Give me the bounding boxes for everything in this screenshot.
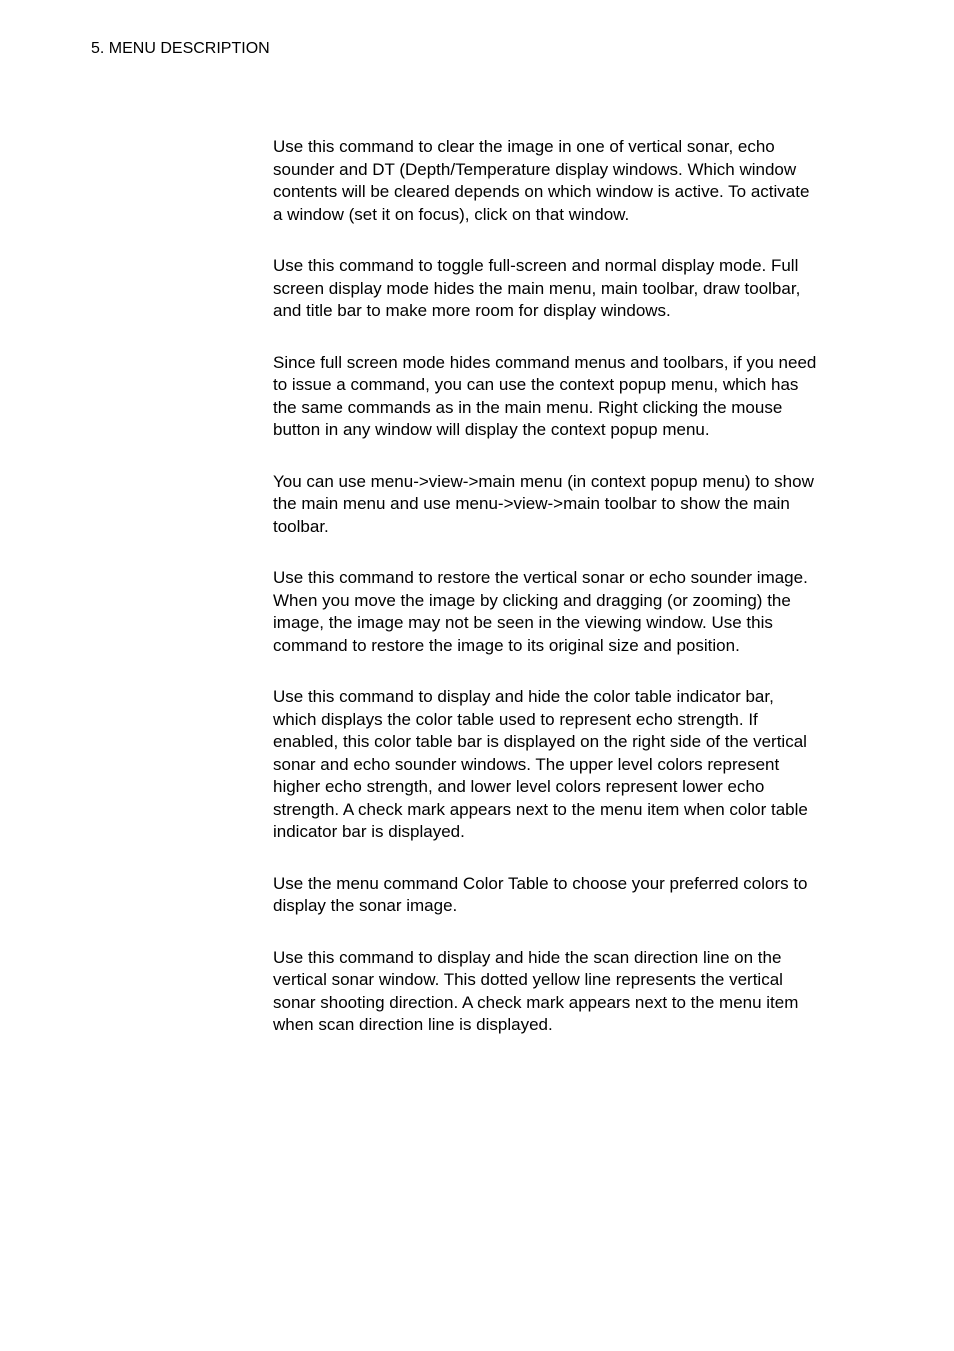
paragraph-restore-image — [273, 567, 845, 657]
running-header: 5. MENU DESCRIPTION — [91, 40, 270, 57]
text-line: contents will be cleared depends on which window is active. To activate — [273, 182, 810, 201]
text-line: indicator bar is displayed. — [273, 822, 465, 841]
text-line: image, the image may not be seen in the viewing window. Use this — [273, 613, 773, 632]
text-line: Use this command to display and hide the scan direction line on the — [273, 947, 782, 967]
text-line: Use this command to display and hide the color table indicator bar, — [273, 687, 774, 706]
text-line: vertical sonar window. This dotted yellow line represents the vertical — [273, 970, 783, 989]
paragraph-color-table-command — [273, 873, 845, 918]
text-line: Use this command to clear the image in one of vertical sonar, echo — [273, 137, 775, 156]
paragraph-full-screen — [273, 255, 845, 323]
text-line: command to restore the image to its original size and position. — [273, 635, 740, 655]
text-line: strength. A check mark appears next to the menu item when color table — [273, 799, 808, 819]
text-line: sonar shooting direction. A check mark appears next to the menu item — [273, 992, 799, 1012]
text-line: Use the menu command Color Table to choose your preferred colors to — [273, 873, 808, 893]
text-line: when scan direction line is displayed. — [273, 1015, 553, 1034]
text-line: You can use menu->view->main menu (in context popup menu) to show — [273, 471, 814, 491]
text-line: a window (set it on focus), click on that window. — [273, 204, 630, 224]
text-line: sounder and DT (Depth/Temperature display windows. Which window — [273, 159, 797, 179]
text-line: and title bar to make more room for display windows. — [273, 301, 671, 320]
text-line: Since full screen mode hides command menus and toolbars, if you need — [273, 352, 817, 372]
text-line: Use this command to toggle full-screen and normal display mode. Full — [273, 256, 799, 275]
text-line: button in any window will display the context popup menu. — [273, 420, 710, 439]
text-line: screen display mode hides the main menu, main toolbar, draw toolbar, — [273, 278, 801, 298]
text-line: higher echo strength, and lower level colors represent lower echo — [273, 777, 765, 796]
paragraph-scan-direction — [273, 947, 845, 1037]
text-line: which displays the color table used to represent echo strength. If — [273, 709, 758, 729]
paragraph-context-popup — [273, 352, 845, 442]
paragraph-clear-image — [273, 136, 845, 226]
text-line: the main menu and use menu->view->main toolbar to show the main — [273, 494, 790, 513]
paragraph-menu-view — [273, 471, 845, 539]
text-line: sonar and echo sounder windows. The upper level colors represent — [273, 754, 780, 774]
text-line: the same commands as in the main menu. Right clicking the mouse — [273, 397, 783, 417]
text-line: Use this command to restore the vertical sonar or echo sounder image. — [273, 568, 808, 587]
body-text — [273, 136, 845, 1066]
text-line: to issue a command, you can use the context popup menu, which has — [273, 375, 799, 394]
text-line: When you move the image by clicking and dragging (or zooming) the — [273, 590, 791, 610]
text-line: toolbar. — [273, 516, 329, 536]
text-line: display the sonar image. — [273, 896, 458, 915]
paragraph-color-table-bar — [273, 686, 845, 844]
text-line: enabled, this color table bar is displayed on the right side of the vertical — [273, 732, 807, 751]
